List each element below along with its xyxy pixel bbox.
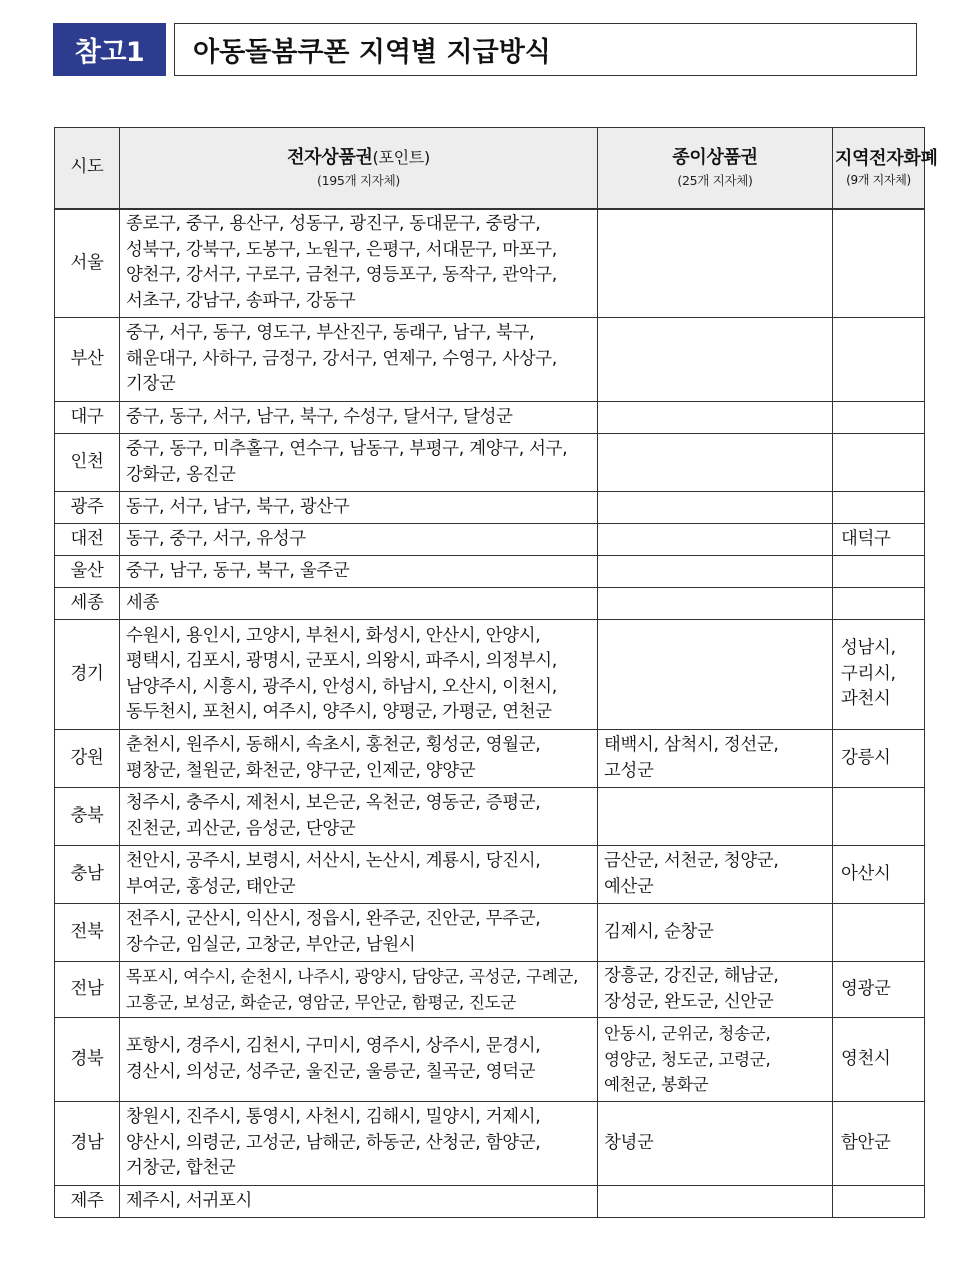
document-title: 아동돌봄쿠폰 지역별 지급방식 — [174, 23, 917, 76]
region-cell: 인천 — [55, 434, 120, 492]
paper-cell — [598, 402, 833, 434]
paper-cell — [598, 524, 833, 556]
local-cell — [833, 434, 925, 492]
local-cell — [833, 492, 925, 524]
electronic-cell: 창원시, 진주시, 통영시, 사천시, 김해시, 밀양시, 거제시, 양산시, 의령군, 고성군, 남해군, 하동군, 산청군, 함양군, 거창군, 합천군 — [120, 1102, 598, 1186]
electronic-cell: 중구, 동구, 미추홀구, 연수구, 남동구, 부평구, 계양구, 서구, 강화군, 옹진군 — [120, 434, 598, 492]
electronic-cell: 세종 — [120, 588, 598, 620]
electronic-cell: 청주시, 충주시, 제천시, 보은군, 옥천군, 영동군, 증평군, 진천군, 괴산군, 음성군, 단양군 — [120, 788, 598, 846]
paper-cell — [598, 788, 833, 846]
table-row — [55, 904, 925, 962]
local-cell — [833, 209, 925, 318]
local-cell: 함안군 — [833, 1102, 925, 1186]
electronic-cell: 포항시, 경주시, 김천시, 구미시, 영주시, 상주시, 문경시, 경산시, 의성군, 성주군, 울진군, 울릉군, 칠곡군, 영덕군 — [120, 1018, 598, 1102]
table-row — [55, 318, 925, 402]
table-row — [55, 1018, 925, 1102]
header-paper-count: (25개 지자체) — [677, 173, 753, 188]
paper-cell: 김제시, 순창군 — [598, 904, 833, 962]
table-row — [55, 730, 925, 788]
table-row — [55, 556, 925, 588]
local-cell: 대덕구 — [833, 524, 925, 556]
table-row — [55, 524, 925, 556]
paper-cell — [598, 588, 833, 620]
document-header — [53, 23, 917, 76]
region-cell: 강원 — [55, 730, 120, 788]
electronic-cell: 전주시, 군산시, 익산시, 정읍시, 완주군, 진안군, 무주군, 장수군, 임실군, 고창군, 부안군, 남원시 — [120, 904, 598, 962]
header-sido — [55, 128, 120, 209]
table-row — [55, 1186, 925, 1218]
paper-cell — [598, 556, 833, 588]
local-cell: 영광군 — [833, 962, 925, 1018]
local-cell — [833, 588, 925, 620]
electronic-cell: 동구, 중구, 서구, 유성구 — [120, 524, 598, 556]
region-cell: 서울 — [55, 209, 120, 318]
paper-cell: 창녕군 — [598, 1102, 833, 1186]
electronic-cell: 중구, 동구, 서구, 남구, 북구, 수성구, 달서구, 달성군 — [120, 402, 598, 434]
region-cell: 대전 — [55, 524, 120, 556]
header-local-count: (9개 지자체) — [846, 173, 911, 188]
header-local-label: 지역전자화폐 — [835, 148, 938, 170]
electronic-cell: 수원시, 용인시, 고양시, 부천시, 화성시, 안산시, 안양시, 평택시, 김포시, 광명시, 군포시, 의왕시, 파주시, 의정부시, 남양주시, 시흥시, 광주시, 안성시, 하남시, 오산시, 이천시, 동두천시, 포천시, 여주시, 양주시, 양평군, 가평군, 연천군 — [120, 620, 598, 730]
reference-badge: 참고1 — [53, 23, 166, 76]
header-sido-label: 시도 — [70, 157, 104, 177]
local-cell: 영천시 — [833, 1018, 925, 1102]
region-cell: 대구 — [55, 402, 120, 434]
region-cell: 광주 — [55, 492, 120, 524]
local-cell — [833, 1186, 925, 1218]
region-cell: 전남 — [55, 962, 120, 1018]
electronic-cell: 중구, 서구, 동구, 영도구, 부산진구, 동래구, 남구, 북구, 해운대구, 사하구, 금정구, 강서구, 연제구, 수영구, 사상구, 기장군 — [120, 318, 598, 402]
local-cell — [833, 904, 925, 962]
table-row — [55, 1102, 925, 1186]
table-row — [55, 588, 925, 620]
header-electronic — [120, 128, 598, 209]
paper-cell — [598, 434, 833, 492]
electronic-cell: 중구, 남구, 동구, 북구, 울주군 — [120, 556, 598, 588]
table-row — [55, 492, 925, 524]
paper-cell — [598, 620, 833, 730]
local-cell — [833, 318, 925, 402]
electronic-cell: 목포시, 여수시, 순천시, 나주시, 광양시, 담양군, 곡성군, 구례군, 고흥군, 보성군, 화순군, 영암군, 무안군, 함평군, 진도군 — [120, 962, 598, 1018]
header-local — [833, 128, 938, 209]
region-cell: 전북 — [55, 904, 120, 962]
table-row — [55, 846, 925, 904]
local-cell — [833, 788, 925, 846]
region-cell: 경남 — [55, 1102, 120, 1186]
table-row — [55, 434, 925, 492]
table-row — [55, 402, 925, 434]
header-paper-label: 종이상품권 — [672, 146, 758, 168]
header-electronic-paren: (포인트) — [372, 147, 430, 167]
paper-cell: 금산군, 서천군, 청양군, 예산군 — [598, 846, 833, 904]
table-row — [55, 788, 925, 846]
region-cell: 충남 — [55, 846, 120, 904]
header-electronic-label: 전자상품권 — [287, 146, 373, 168]
header-electronic-count: (195개 지자체) — [317, 173, 400, 188]
paper-cell — [598, 318, 833, 402]
table-row — [55, 962, 925, 1018]
table-header-row — [55, 128, 925, 209]
region-cell: 경북 — [55, 1018, 120, 1102]
electronic-cell: 동구, 서구, 남구, 북구, 광산구 — [120, 492, 598, 524]
electronic-cell: 제주시, 서귀포시 — [120, 1186, 598, 1218]
table-row — [55, 620, 925, 730]
region-payment-table — [54, 127, 938, 1218]
region-cell: 충북 — [55, 788, 120, 846]
region-cell: 부산 — [55, 318, 120, 402]
local-cell — [833, 556, 925, 588]
local-cell — [833, 402, 925, 434]
region-cell: 제주 — [55, 1186, 120, 1218]
region-cell: 울산 — [55, 556, 120, 588]
local-cell: 아산시 — [833, 846, 925, 904]
local-cell: 성남시, 구리시, 과천시 — [833, 620, 925, 730]
paper-cell — [598, 209, 833, 318]
paper-cell — [598, 1186, 833, 1218]
electronic-cell: 종로구, 중구, 용산구, 성동구, 광진구, 동대문구, 중랑구, 성북구, 강북구, 도봉구, 노원구, 은평구, 서대문구, 마포구, 양천구, 강서구, 구로구, 금천구, 영등포구, 동작구, 관악구, 서초구, 강남구, 송파구, 강동구 — [120, 209, 598, 318]
electronic-cell: 천안시, 공주시, 보령시, 서산시, 논산시, 계룡시, 당진시, 부여군, 홍성군, 태안군 — [120, 846, 598, 904]
paper-cell — [598, 492, 833, 524]
electronic-cell: 춘천시, 원주시, 동해시, 속초시, 홍천군, 횡성군, 영월군, 평창군, 철원군, 화천군, 양구군, 인제군, 양양군 — [120, 730, 598, 788]
local-cell: 강릉시 — [833, 730, 925, 788]
table-row — [55, 209, 925, 318]
header-paper — [598, 128, 833, 209]
paper-cell: 태백시, 삼척시, 정선군, 고성군 — [598, 730, 833, 788]
region-cell: 경기 — [55, 620, 120, 730]
paper-cell: 안동시, 군위군, 청송군, 영양군, 청도군, 고령군, 예천군, 봉화군 — [598, 1018, 833, 1102]
region-cell: 세종 — [55, 588, 120, 620]
paper-cell: 장흥군, 강진군, 해남군, 장성군, 완도군, 신안군 — [598, 962, 833, 1018]
